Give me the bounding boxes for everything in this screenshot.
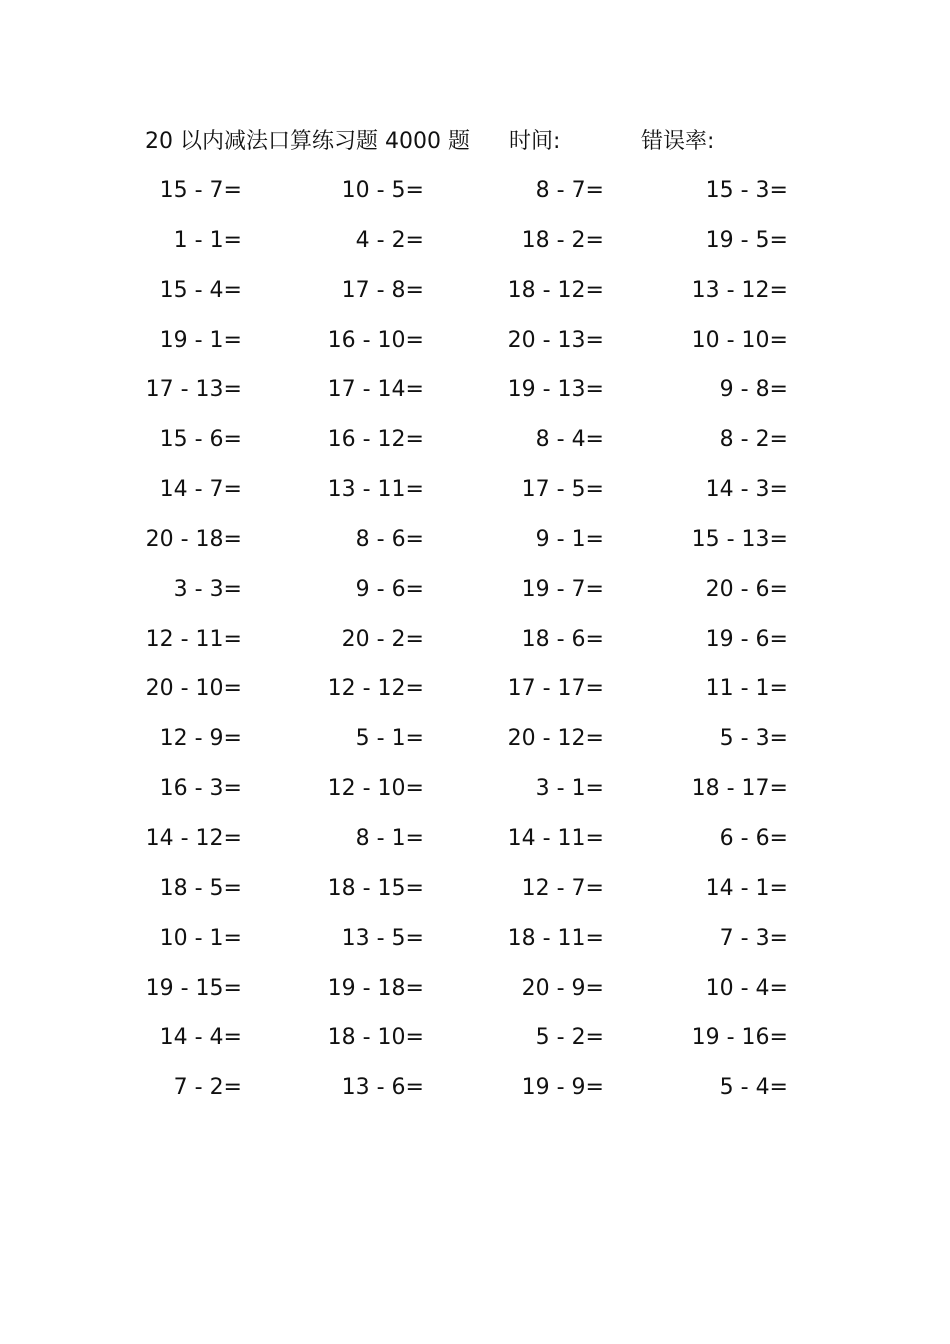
problem-cell: 14 - 7= [159,477,242,503]
problem-cell: 5 - 4= [719,1075,788,1101]
problem-cell: 1 - 1= [173,227,242,253]
problem-cell: 6 - 6= [719,825,788,851]
problem-cell: 14 - 12= [145,825,242,851]
problem-cell: 16 - 10= [327,327,424,353]
problem-cell: 12 - 7= [521,875,604,901]
error-rate-label: 错误率: [641,129,715,154]
problem-cell: 14 - 4= [159,1025,242,1051]
problem-cell: 19 - 15= [145,975,242,1001]
problem-cell: 17 - 13= [145,377,242,403]
problem-cell: 10 - 5= [341,178,424,203]
problem-cell: 5 - 3= [719,726,788,752]
problem-cell: 17 - 17= [507,676,604,702]
problem-cell: 17 - 8= [341,277,424,303]
problem-cell: 16 - 12= [327,427,424,453]
problem-cell: 3 - 1= [535,776,604,802]
problem-cell: 4 - 2= [355,227,424,253]
problem-cell: 18 - 5= [159,875,242,901]
problem-cell: 8 - 2= [719,427,788,453]
problem-cell: 19 - 7= [521,576,604,602]
problem-cell: 20 - 6= [705,576,788,602]
problem-cell: 15 - 3= [705,178,788,203]
problem-cell: 8 - 1= [355,825,424,851]
problem-cell: 20 - 12= [507,726,604,752]
time-label: 时间: [509,129,561,154]
problem-cell: 12 - 9= [159,726,242,752]
problem-cell: 20 - 9= [521,975,604,1001]
problem-cell: 14 - 3= [705,477,788,503]
problem-grid [120,168,840,1115]
problem-cell: 12 - 11= [145,626,242,652]
problem-cell: 8 - 4= [535,427,604,453]
problem-cell: 18 - 15= [327,875,424,901]
problem-cell: 17 - 14= [327,377,424,403]
problem-cell: 10 - 10= [691,327,788,353]
problem-cell: 18 - 6= [521,626,604,652]
problem-cell: 7 - 2= [173,1075,242,1101]
problem-cell: 12 - 10= [327,776,424,802]
problem-cell: 15 - 6= [159,427,242,453]
problem-cell: 12 - 12= [327,676,424,702]
worksheet-title: 20 以内减法口算练习题 4000 题 [145,129,470,154]
problem-cell: 8 - 6= [355,526,424,552]
problem-cell: 5 - 1= [355,726,424,752]
problem-cell: 15 - 13= [691,526,788,552]
problem-cell: 13 - 11= [327,477,424,503]
problem-cell: 10 - 4= [705,975,788,1001]
problem-cell: 18 - 12= [507,277,604,303]
problem-cell: 20 - 18= [145,526,242,552]
problem-cell: 13 - 12= [691,277,788,303]
problem-cell: 13 - 5= [341,925,424,951]
problem-cell: 13 - 6= [341,1075,424,1101]
problem-cell: 16 - 3= [159,776,242,802]
problem-cell: 8 - 7= [535,178,604,203]
problem-cell: 17 - 5= [521,477,604,503]
problem-cell: 7 - 3= [719,925,788,951]
problem-cell: 19 - 6= [705,626,788,652]
problem-cell: 19 - 5= [705,227,788,253]
problem-cell: 10 - 1= [159,925,242,951]
problem-cell: 18 - 10= [327,1025,424,1051]
problem-cell: 19 - 18= [327,975,424,1001]
problem-cell: 15 - 4= [159,277,242,303]
problem-cell: 9 - 8= [719,377,788,403]
problem-cell: 9 - 1= [535,526,604,552]
problem-cell: 19 - 16= [691,1025,788,1051]
problem-cell: 19 - 9= [521,1075,604,1101]
problem-cell: 9 - 6= [355,576,424,602]
problem-cell: 5 - 2= [535,1025,604,1051]
problem-cell: 18 - 17= [691,776,788,802]
worksheet-header [145,124,845,160]
problem-cell: 11 - 1= [705,676,788,702]
problem-cell: 18 - 2= [521,227,604,253]
problem-cell: 20 - 10= [145,676,242,702]
problem-cell: 19 - 13= [507,377,604,403]
problem-cell: 20 - 2= [341,626,424,652]
problem-cell: 18 - 11= [507,925,604,951]
problem-cell: 20 - 13= [507,327,604,353]
problem-cell: 3 - 3= [173,576,242,602]
problem-cell: 14 - 1= [705,875,788,901]
problem-cell: 15 - 7= [159,178,242,203]
problem-cell: 19 - 1= [159,327,242,353]
problem-cell: 14 - 11= [507,825,604,851]
